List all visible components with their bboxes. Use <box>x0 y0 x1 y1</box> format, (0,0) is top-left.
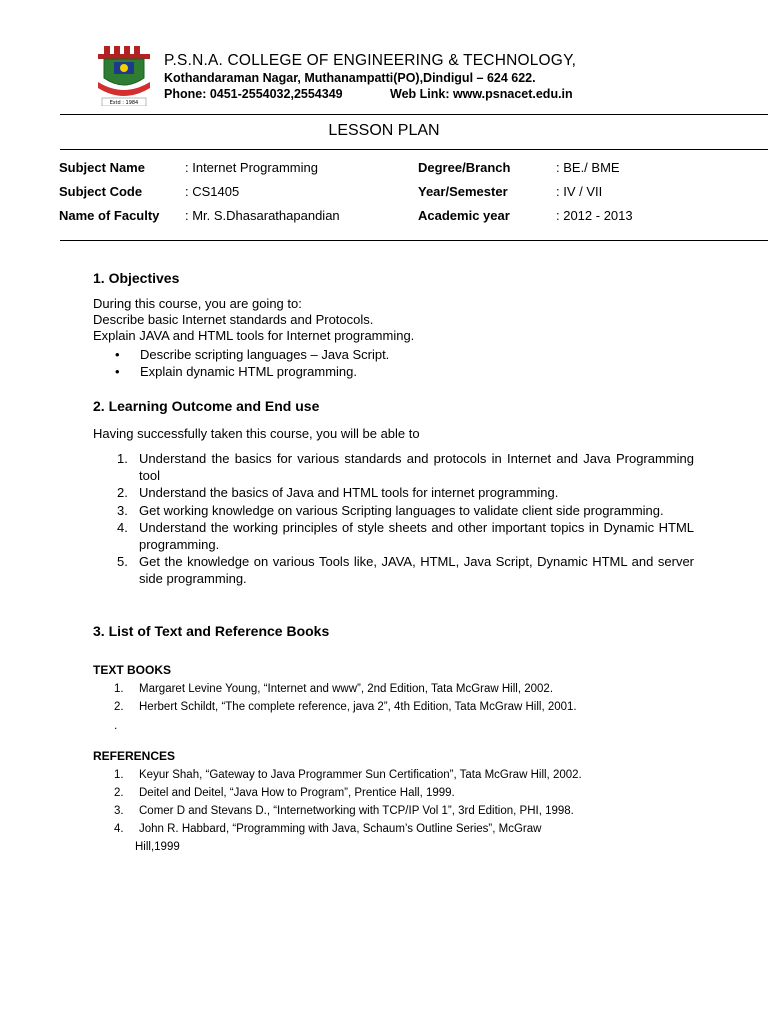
divider-top <box>60 114 768 115</box>
list-item: 4. John R. Habbard, “Programming with Java, Schaum’s Outline Series”, McGraw <box>114 823 542 835</box>
detail-label: Subject Name <box>59 160 145 175</box>
college-contact <box>164 87 573 101</box>
objectives-bullets <box>93 346 703 380</box>
letterhead <box>94 44 734 108</box>
page-title: LESSON PLAN <box>328 122 440 139</box>
divider-meta <box>60 240 768 241</box>
detail-value: : IV / VII <box>556 184 603 199</box>
list-item: 1. Margaret Levine Young, “Internet and www”, 2nd Edition, Tata McGraw Hill, 2002. <box>114 683 554 695</box>
list-item: 1. Understand the basics for various standards and protocols in Internet and Java Programming tool <box>117 451 694 483</box>
objectives-line: Describe basic Internet standards and Protocols. <box>93 312 374 327</box>
text-books-label: TEXT BOOKS <box>93 663 172 677</box>
outcome-intro: Having successfully taken this course, you will be able to <box>93 426 420 441</box>
list-item: 2. Deitel and Deitel, “Java How to Program”, Prentice Hall, 1999. <box>114 787 455 799</box>
objectives-text <box>93 296 703 344</box>
web-link[interactable]: Web Link: www.psnacet.edu.in <box>390 87 573 101</box>
section-outcome-heading: 2. Learning Outcome and End use <box>93 398 320 414</box>
detail-label: Subject Code <box>59 184 143 199</box>
section-books-heading: 3. List of Text and Reference Books <box>93 623 330 639</box>
phone-number: Phone: 0451-2554032,2554349 <box>164 87 343 101</box>
detail-value: : Mr. S.Dhasarathapandian <box>185 208 340 223</box>
list-item: 3. Get working knowledge on various Scripting languages to validate client side programming. <box>117 502 664 518</box>
references-list <box>93 766 693 856</box>
list-item: 2. Understand the basics of Java and HTML tools for internet programming. <box>117 485 559 500</box>
references-label: REFERENCES <box>93 749 176 763</box>
text-books-list <box>93 680 693 716</box>
college-logo <box>94 44 154 106</box>
outcome-list <box>93 451 694 588</box>
detail-label: Degree/Branch <box>418 160 511 175</box>
college-address: Kothandaraman Nagar, Muthanampatti(PO),Dindigul – 624 622. <box>164 71 536 85</box>
detail-label: Academic year <box>418 208 510 223</box>
stray-dot: . <box>114 718 118 732</box>
reference-continuation: Hill,1999 <box>135 841 180 853</box>
divider-title <box>60 149 768 150</box>
section-objectives-heading: 1. Objectives <box>93 270 180 286</box>
list-item: 2. Herbert Schildt, “The complete reference, java 2”, 4th Edition, Tata McGraw Hill, 2001. <box>114 701 577 713</box>
list-item: 5. Get the knowledge on various Tools like, JAVA, HTML, Java Script, Dynamic HTML and server side programming. <box>117 554 694 586</box>
detail-value: : BE./ BME <box>556 160 620 175</box>
detail-value: : 2012 - 2013 <box>556 208 633 223</box>
list-item: 3. Comer D and Stevans D., “Internetworking with TCP/IP Vol 1”, 3rd Edition, PHI, 1998. <box>114 805 574 817</box>
bullet-item: • Explain dynamic HTML programming. <box>93 363 703 380</box>
svg-text:Estd : 1984: Estd : 1984 <box>109 100 139 106</box>
detail-value: : Internet Programming <box>185 160 318 175</box>
objectives-line: Explain JAVA and HTML tools for Internet programming. <box>93 328 415 343</box>
objectives-line: During this course, you are going to: <box>93 296 302 311</box>
detail-label: Name of Faculty <box>59 208 160 223</box>
list-item: 1. Keyur Shah, “Gateway to Java Programmer Sun Certification”, Tata McGraw Hill, 2002. <box>114 769 582 781</box>
college-name: P.S.N.A. COLLEGE OF ENGINEERING & TECHNOLOGY, <box>164 52 577 69</box>
detail-value: : CS1405 <box>185 184 240 199</box>
list-item: 4. Understand the working principles of style sheets and other important topics in Dynamic HTML programming. <box>117 520 694 552</box>
bullet-item: • Describe scripting languages – Java Script. <box>93 346 703 363</box>
detail-label: Year/Semester <box>418 184 508 199</box>
